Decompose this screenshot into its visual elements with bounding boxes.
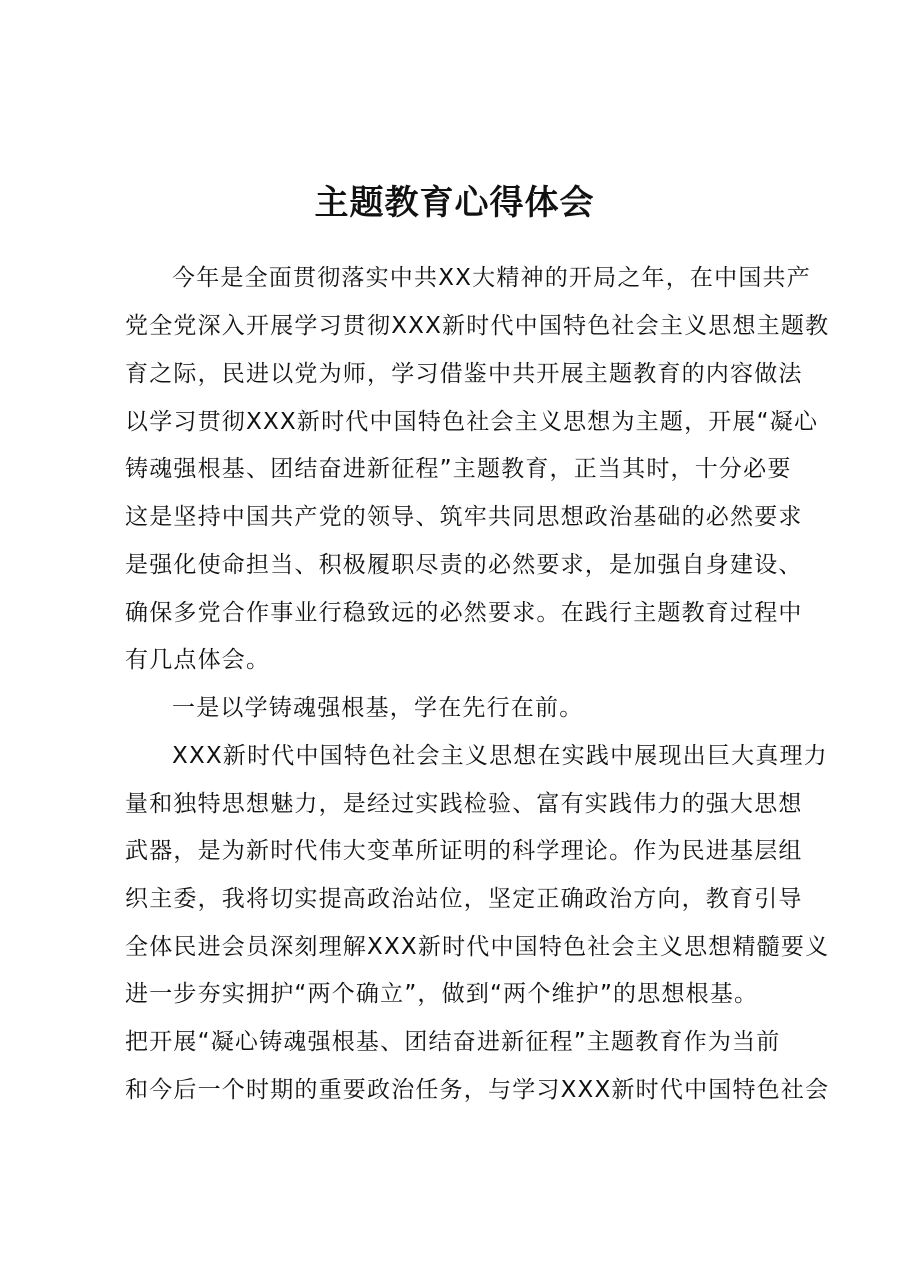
paragraph-line: 全体民进会员深刻理解XXX新时代中国特色社会主义思想精髓要义 [125,934,830,960]
paragraph-line: 铸魂强根基、团结奋进新征程”主题教育，正当其时，十分必要 [125,456,792,482]
paragraph-line: 确保多党合作事业行稳致远的必然要求。在践行主题教育过程中 [125,600,803,626]
paragraph-line: XXX新时代中国特色社会主义思想在实践中展现出巨大真理力 [172,743,828,769]
paragraph-line: 把开展“凝心铸魂强根基、团结奋进新征程”主题教育作为当前 [125,1029,781,1055]
paragraph-line: 武器，是为新时代伟大变革所证明的科学理论。作为民进基层组 [125,838,803,864]
paragraph-line: 和今后一个时期的重要政治任务，与学习XXX新时代中国特色社会 [125,1077,830,1103]
paragraph-line: 织主委，我将切实提高政治站位，坚定正确政治方向，教育引导 [125,886,803,912]
paragraph-line: 有几点体会。 [125,647,271,673]
document-title: 主题教育心得体会 [314,183,595,223]
paragraph-line: 这是坚持中国共产党的领导、筑牢共同思想政治基础的必然要求 [125,504,803,530]
paragraph-line: 育之际，民进以党为师，学习借鉴中共开展主题教育的内容做法 [125,361,803,387]
paragraph-line: 以学习贯彻XXX新时代中国特色社会主义思想为主题，开展“凝心 [125,409,819,435]
paragraph-line: 今年是全面贯彻落实中共XX大精神的开局之年，在中国共产 [172,265,811,291]
paragraph-line: 党全党深入开展学习贯彻XXX新时代中国特色社会主义思想主题教 [125,313,830,339]
paragraph-line: 进一步夯实拥护“两个确立”，做到“两个维护”的思想根基。 [125,981,759,1007]
paragraph-line: 量和独特思想魅力，是经过实践检验、富有实践伟力的强大思想 [125,791,803,817]
paragraph-line: 是强化使命担当、积极履职尽责的必然要求，是加强自身建设、 [125,552,803,578]
section-heading: 一是以学铸魂强根基，学在先行在前。 [172,695,584,721]
